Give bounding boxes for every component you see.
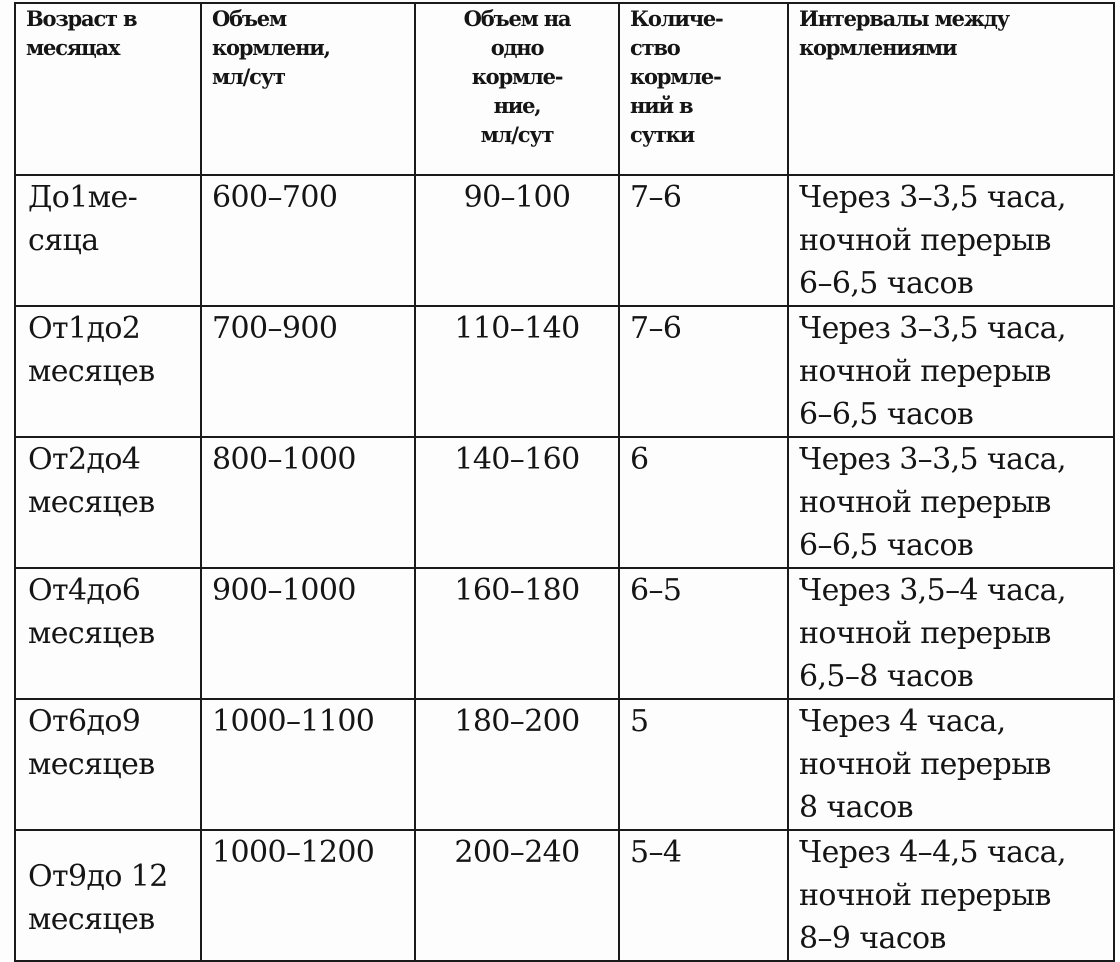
cell-age: От9до 12 месяцев xyxy=(15,830,201,961)
table-row xyxy=(15,699,1114,830)
table-row xyxy=(15,568,1114,699)
cell-age: От2до4 месяцев xyxy=(15,437,201,568)
header-age: Возраст в месяцах xyxy=(15,3,201,175)
cell-daily-volume: 900–1000 xyxy=(201,568,415,699)
cell-interval: Через 3,5–4 часа, ночной перерыв 6,5–8 часов xyxy=(788,568,1114,699)
cell-feedings-per-day: 5 xyxy=(619,699,788,830)
table-row xyxy=(15,830,1114,961)
cell-interval: Через 3–3,5 часа, ночной перерыв 6–6,5 часов xyxy=(788,437,1114,568)
cell-age: От1до2 месяцев xyxy=(15,306,201,437)
cell-feedings-per-day: 6–5 xyxy=(619,568,788,699)
cell-per-feeding: 180–200 xyxy=(415,699,619,830)
cell-per-feeding: 140–160 xyxy=(415,437,619,568)
cell-daily-volume: 600–700 xyxy=(201,175,415,306)
cell-daily-volume: 700–900 xyxy=(201,306,415,437)
cell-feedings-per-day: 5–4 xyxy=(619,830,788,961)
cell-age: До1ме- сяца xyxy=(15,175,201,306)
table-row xyxy=(15,437,1114,568)
cell-interval: Через 3–3,5 часа, ночной перерыв 6–6,5 часов xyxy=(788,306,1114,437)
cell-daily-volume: 1000–1100 xyxy=(201,699,415,830)
table-row xyxy=(15,175,1114,306)
cell-daily-volume: 800–1000 xyxy=(201,437,415,568)
header-interval: Интервалы между кормлениями xyxy=(788,3,1114,175)
feeding-schedule-table xyxy=(14,2,1115,962)
cell-feedings-per-day: 7–6 xyxy=(619,306,788,437)
cell-age: От4до6 месяцев xyxy=(15,568,201,699)
cell-per-feeding: 90–100 xyxy=(415,175,619,306)
header-per-feeding-volume: Объем на одно кормле- ние, мл/сут xyxy=(415,3,619,175)
header-daily-volume: Объем кормлени, мл/сут xyxy=(201,3,415,175)
cell-age: От6до9 месяцев xyxy=(15,699,201,830)
header-feedings-per-day: Количе- ство кормле- ний в сутки xyxy=(619,3,788,175)
cell-per-feeding: 200–240 xyxy=(415,830,619,961)
header-row xyxy=(15,3,1114,175)
cell-interval: Через 4 часа, ночной перерыв 8 часов xyxy=(788,699,1114,830)
cell-interval: Через 3–3,5 часа, ночной перерыв 6–6,5 часов xyxy=(788,175,1114,306)
cell-feedings-per-day: 6 xyxy=(619,437,788,568)
cell-daily-volume: 1000–1200 xyxy=(201,830,415,961)
table-row xyxy=(15,306,1114,437)
cell-per-feeding: 110–140 xyxy=(415,306,619,437)
cell-feedings-per-day: 7–6 xyxy=(619,175,788,306)
cell-interval: Через 4–4,5 часа, ночной перерыв 8–9 часов xyxy=(788,830,1114,961)
cell-per-feeding: 160–180 xyxy=(415,568,619,699)
